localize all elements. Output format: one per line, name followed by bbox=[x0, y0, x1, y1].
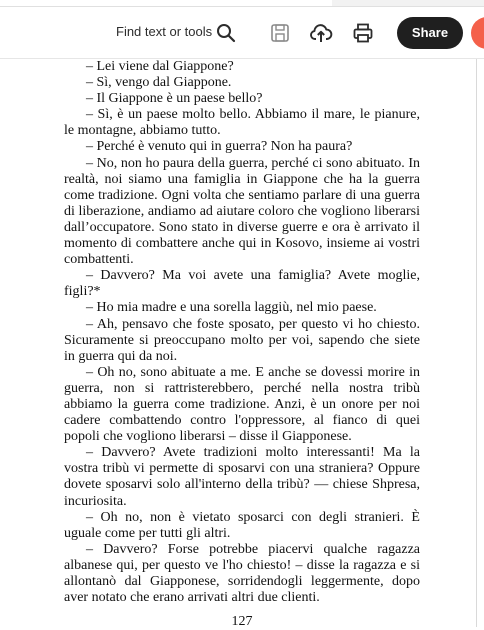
cloud-upload-icon[interactable] bbox=[309, 21, 333, 45]
document-page bbox=[64, 59, 420, 606]
paragraph: – Ho mia madre e una sorella laggiù, nel mio paese. bbox=[86, 300, 377, 316]
paragraph: – Oh no, sono abituate a me. E anche se dovessi morire in guerra, non si rattristerebbero, perché nella nostra tribù abbiamo la guerra come tradizione. Anzi, è un onore per noi cadere combattendo contro l'oppressore, al fianco di quei popoli che vogliono liberarsi – disse il Giapponese. bbox=[64, 364, 420, 445]
top-toolbar bbox=[0, 0, 484, 59]
paragraph: – Davvero? Ma voi avete una famiglia? Avete moglie, figli?* bbox=[64, 268, 420, 300]
search-icon[interactable] bbox=[214, 21, 238, 45]
avatar[interactable] bbox=[471, 17, 484, 49]
paragraph: – Sì, è un paese molto bello. Abbiamo il mare, le pianure, le montagne, abbiamo tutto. bbox=[64, 107, 420, 139]
find-text-or-tools-button[interactable]: Find text or tools bbox=[116, 24, 213, 39]
paragraph: – Perché è venuto qui in guerra? Non ha paura? bbox=[86, 139, 353, 155]
paragraph: – No, non ho paura della guerra, perché ci sono abituato. In realtà, noi siamo una famiglia in Giappone che ha la guerra come tradizione. Ogni volta che sentiamo parlare di una guerra di liberazione, andiamo ad aiutare coloro che vogliono liberarsi dall’occupatore. Sono stato in diverse guerre e ora è arrivato il momento di combattere anche qui in Kosovo, insieme ai vostri combattenti. bbox=[64, 155, 420, 268]
active-tab-edge bbox=[0, 0, 332, 6]
paragraph: – Lei viene dal Giappone? bbox=[86, 59, 234, 74]
paragraph: – Ah, pensavo che foste sposato, per questo vi ho chiesto. Sicuramente si preoccupano molto per voi, sapendo che siete in guerra qui da noi. bbox=[64, 316, 420, 364]
share-button[interactable]: Share bbox=[397, 17, 463, 49]
paragraph: – Davvero? Avete tradizioni molto interessanti! Ma la vostra tribù vi permette di sposarvi con una straniera? Oppure dovete sposarvi solo all'interno della tribù? — chiese Shpresa, incuriosita. bbox=[64, 445, 420, 509]
browser-tab-strip bbox=[0, 0, 484, 7]
scrollbar-track[interactable] bbox=[476, 59, 477, 627]
document-viewport[interactable] bbox=[0, 59, 484, 627]
save-icon[interactable] bbox=[268, 21, 292, 45]
paragraph: – Sì, vengo dal Giappone. bbox=[86, 75, 232, 91]
page-number: 127 bbox=[231, 614, 253, 629]
print-icon[interactable] bbox=[351, 21, 375, 45]
paragraph: – Il Giappone è un paese bello? bbox=[86, 91, 263, 107]
paragraph: – Oh no, non è vietato sposarci con degli stranieri. È uguale come per tutti gli altri. bbox=[64, 509, 420, 541]
paragraph: – Davvero? Forse potrebbe piacervi qualche ragazza albanese qui, per questo ve l'ho chiesto! – disse la ragazza e si allontanò dal Giapponese, sorridendogli leggermente, dopo aver notato che erano arrivati altri due clienti. bbox=[64, 541, 420, 606]
